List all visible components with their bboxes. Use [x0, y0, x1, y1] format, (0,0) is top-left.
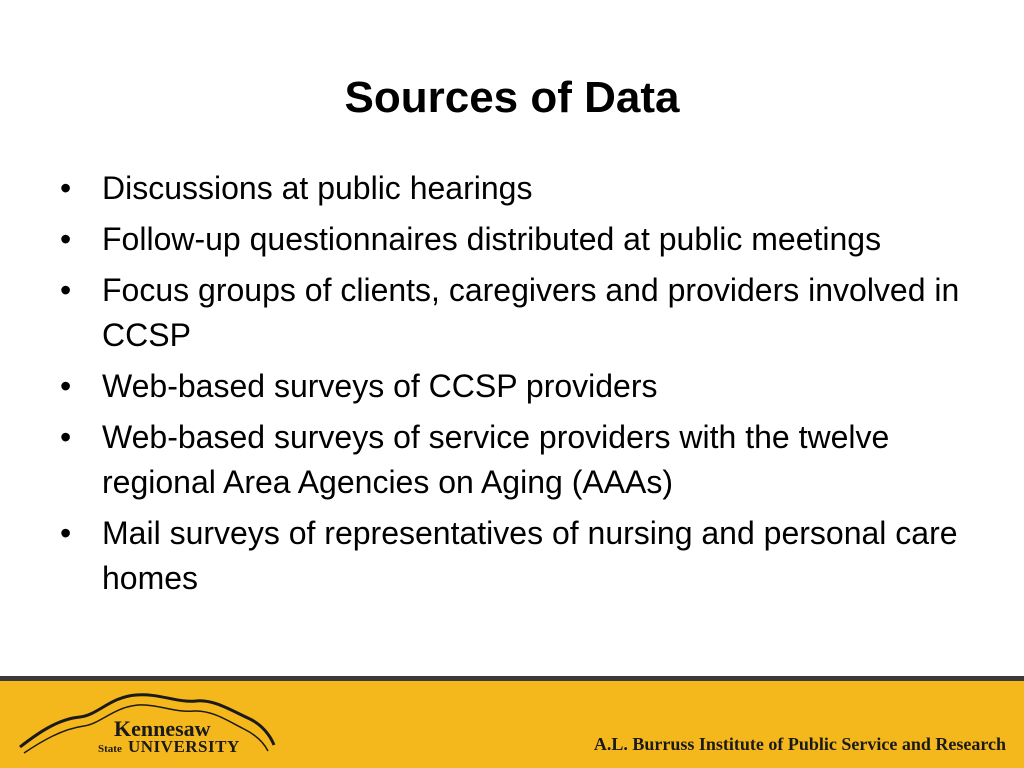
- bullet-marker: •: [60, 515, 72, 551]
- university-logo: [18, 689, 288, 761]
- bullet-marker: •: [60, 272, 72, 308]
- list-item: [60, 364, 980, 409]
- bullet-text: Mail surveys of representatives of nursing and personal care homes: [102, 515, 958, 596]
- list-item: [60, 268, 980, 358]
- footer-bar: [0, 681, 1024, 768]
- bullet-text: Web-based surveys of CCSP providers: [102, 368, 658, 404]
- bullet-marker: •: [60, 368, 72, 404]
- logo-state-text: State: [98, 743, 122, 755]
- bullet-text: Focus groups of clients, caregivers and providers involved in CCSP: [102, 272, 960, 353]
- logo-kennesaw-text: Kennesaw: [114, 716, 211, 741]
- list-item: [60, 166, 980, 211]
- bullet-text: Discussions at public hearings: [102, 170, 533, 206]
- logo-university-text: UNIVERSITY: [128, 737, 240, 756]
- bullet-marker: •: [60, 419, 72, 455]
- list-item: [60, 217, 980, 262]
- list-item: [60, 415, 980, 505]
- bullet-text: Web-based surveys of service providers with the twelve regional Area Agencies on Aging (AAAs): [102, 419, 890, 500]
- bullet-text: Follow-up questionnaires distributed at public meetings: [102, 221, 882, 257]
- list-item: [60, 511, 980, 601]
- bullet-list: [60, 166, 980, 607]
- bullet-marker: •: [60, 170, 72, 206]
- slide-title: Sources of Data: [344, 73, 680, 122]
- bullet-marker: •: [60, 221, 72, 257]
- institute-name: A.L. Burruss Institute of Public Service and Research: [593, 734, 1006, 754]
